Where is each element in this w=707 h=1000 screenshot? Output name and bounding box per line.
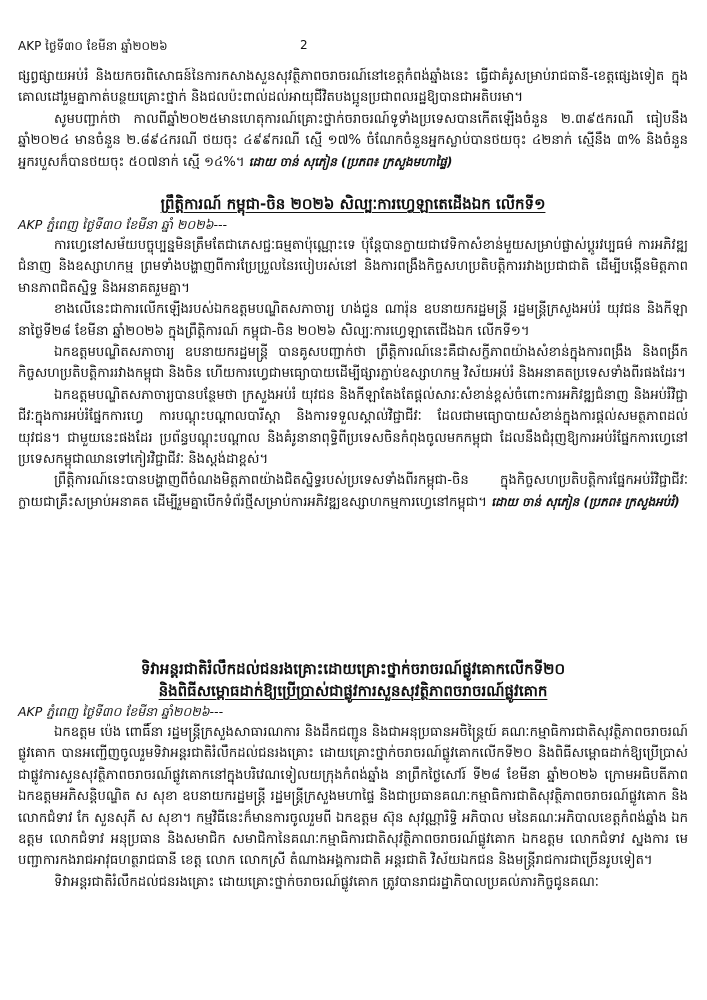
article1-credit: ដោយ ចាន់ សុភៀន (ប្រភព៖ ក្រសួងមហាផ្ទៃ)	[248, 154, 453, 169]
article2-paragraph-4: ឯកឧត្តមបណ្ឌិតសភាចារ្យបានបន្ថែមថា ក្រសួងអប់រំ យុវជន និងកីឡាតែងតែផ្តល់សារៈសំខាន់ខ្ពស់ចំពោះការអភិវឌ្ឍជំនាញ និងអប់រំវិជ្ជាជីវៈក្នុងការអប់រំផ្នែកការហ្វេ ការបណ្តុះបណ្តាលបារីស្តា និងការទទួលស្គាល់វិជ្ជាជីវៈ ដែលជាមធ្យោបាយសំខាន់ក្នុងការផ្តល់សមត្ថភាពដល់យុវជន។ ជាមួយនេះផងដែរ ប្រព័ន្ធបណ្តុះបណ្តាល និងគំរូនានាពុទ្ធិពីប្រទេសចិនកំពុងចូលមកកម្ពុជា ដែលនឹងជំរុញឱ្យការអប់រំផ្នែកការហ្វេនៅប្រទេសកម្ពុជាឈានទៅកៀរវិជ្ជាជីវៈ និងស្តង់ដាខ្ពស់។	[18, 387, 688, 468]
article1-tail	[18, 66, 688, 173]
article1-paragraph-1: ផ្សព្វផ្សាយអប់រំ និងយកចរពិសោធន៍នៃការកសាងសួនសុវត្ថិភាពចរាចរណ៍នៅខេត្តកំពង់ឆ្នាំងនេះ ធ្វើជាគំរូសម្រាប់រាជធានី-ខេត្តផ្សេងទៀត ក្នុងគោលដៅរួមគ្នាកាត់បន្ថយគ្រោះថ្នាក់ និងជលប៉ះពាល់ដល់អាយុជីវិតបងប្អូនប្រជាពលរដ្ឋឱ្យបានជាអតិបរមា។	[18, 69, 688, 106]
article3-paragraph-2: ទិវាអន្តរជាតិរំលឹកដល់ជនរងគ្រោះ ដោយគ្រោះថ្នាក់ចរាចរណ៍ផ្លូវគោក ត្រូវបានរាជរដ្ឋាភិបាលប្រគល់ភារកិច្ចជូនគណៈ	[54, 874, 599, 890]
article2-paragraph-5	[18, 470, 688, 513]
page-number: 2	[300, 38, 308, 52]
article2-credit: ដោយ ចាន់ សុភៀន (ប្រភព៖ ក្រសួងអប់រំ)	[491, 494, 680, 509]
article2-paragraph-1: ការហ្វេនៅសម័យបច្ចុប្បន្នមិនត្រឹមតែជាភេសជ្ជៈធម្មតាប៉ុណ្ណោះទេ ប៉ុន្តែបានក្លាយជាវេទិកាសំខាន់មួយសម្រាប់ផ្លាស់ប្តូរវប្បធម៌ ការអភិវឌ្ឍជំនាញ និងឧស្សាហកម្ម ព្រមទាំងបង្ហាញពីការប្រែប្រួលនៃរបៀបរស់នៅ និងការពង្រឹងកិច្ចសហប្រតិបត្តិការរវាងប្រជាជាតិ ដើម្បីបង្កើនមិត្តភាពមានភាពជិតស្និទ្ធ និងអនាគតរួមគ្នា។	[18, 238, 688, 296]
header-source-date: AKP ថ្ងៃទី៣០ ខែមីនា ឆ្នាំ២០២៦	[18, 39, 168, 53]
article3-title-line-1: ទិវាអន្តរជាតិរំលឹកដល់ជនរងគ្រោះដោយគ្រោះថ្នាក់ចរាចរណ៍ផ្លូវគោកលើកទី២០	[140, 660, 566, 678]
article3-dateline: AKP ភ្នំពេញ ថ្ងៃទី៣០ ខែមីនា ឆ្នាំ២០២៦---	[18, 704, 224, 719]
article3-title-line-2: និងពិធីសម្ពោធដាក់ឱ្យប្រើប្រាស់ជាផ្លូវការសួនសុវត្ថិភាពចរាចរណ៍ផ្លូវគោក	[158, 682, 548, 700]
article2	[18, 193, 688, 513]
article2-paragraph-5-text: ព្រឹត្តិការណ៍នេះបានបង្ហាញពីចំណងមិត្តភាពយ៉ាងជិតស្និទ្ធរបស់ប្រទេសទាំងពីរកម្ពុជា-ចិន ក្នុងកិច្ចសហប្រតិបត្តិការផ្នែកអប់រំវិជ្ជាជីវៈ ក្លាយជាគ្រឹះសម្រាប់អនាគត ដើម្បីរួមគ្នាបើកទំព័រថ្មីសម្រាប់ការអភិវឌ្ឍឧស្សាហកម្មការហ្វេនៅកម្ពុជា។	[18, 473, 688, 510]
page-header	[18, 38, 689, 54]
article1-paragraph-2-text: សូមបញ្ជាក់ថា កាលពីឆ្នាំ២០២៥មានហេតុការណ៍គ្រោះថ្នាក់ចរាចរណ៍ទូទាំងប្រទេសបានកើតឡើងចំនួន ២.៣៩៥ករណី ធៀបនឹងឆ្នាំ២០២៤ មានចំនួន ២.៨៩៤ករណី ថយចុះ ៤៩៩ករណី ស្មើ ១៧% ចំណែកចំនួនអ្នកស្លាប់បានថយចុះ ៤២នាក់ ស្មើនឹង ៣% និងចំនួនអ្នករបួសក៏បានថយចុះ ៥០៧នាក់ ស្មើ ១៤%។	[18, 111, 688, 170]
article3-paragraph-1: ឯកឧត្តម ប៉េង ពោធិ៍នា រដ្ឋមន្ត្រីក្រសួងសាធារណការ និងដឹកជញ្ជូន និងជាអនុប្រធានអចិន្ត្រៃយ៍ គណៈកម្មាធិការជាតិសុវត្ថិភាពចរាចរណ៍ផ្លូវគោក បានអញ្ជើញចូលរួមទិវាអន្តរជាតិរំលឹកដល់ជនរងគ្រោះ ដោយគ្រោះថ្នាក់ចរាចរណ៍ផ្លូវគោកលើកទី២០ និងពិធីសម្ពោធដាក់ឱ្យប្រើប្រាស់ជាផ្លូវការសួនសុវត្ថិភាពចរាចរណ៍ផ្លូវគោកនៅក្នុងបរិវេណទៀលយក្រុងកំពង់ឆ្នាំង នាព្រឹកថ្ងៃសៅរ៍ ទី២៨ ខែមីនា ឆ្នាំ២០២៦ ក្រោមអធិបតីភាព ឯកឧត្តមអភិសន្តិបណ្ឌិត ស សុខា ឧបនាយករដ្ឋមន្ត្រី រដ្ឋមន្ត្រីក្រសួងមហាផ្ទៃ និងជាប្រធានគណៈកម្មាធិការជាតិសុវត្ថិភាពចរាចរណ៍ផ្លូវគោក និងលោកជំទាវ កែ សួនសុភី ស សុខា។ កម្មវិធីនេះក៏មានការចូលរួមពី ឯកឧត្តម ស៊ុន សុវណ្ណារិទ្ធិ អភិបាល មនៃគណៈអភិបាលខេត្តកំពង់ឆ្នាំង ឯកឧត្តម លោកជំទាវ អនុប្រធាន និងសមាជិក សមាជិកានៃគណៈកម្មាធិការជាតិសុវត្ថិភាពចរាចរណ៍ផ្លូវគោក ឯកឧត្តម លោកជំទាវ ស្នងការ មេបញ្ជាការកងរាជអាវុធហត្ថរាជធានី ខេត្ត លោក លោកស្រី តំណាងអង្គការជាតិ អន្តរជាតិ វិស័យឯកជន និងមន្ត្រីរាជការជាច្រើនរូបទៀត។	[18, 725, 688, 869]
article1-paragraph-2	[18, 109, 688, 173]
article2-paragraph-2: ខាងលើនេះជាការលើកឡើងរបស់ឯកឧត្តមបណ្ឌិតសភាចារ្យ ហង់ជួន ណារ៉ុន ឧបនាយករដ្ឋមន្ត្រី រដ្ឋមន្ត្រីក្រសួងអប់រំ យុវជន និងកីឡា នាថ្ងៃទី២៨ ខែមីនា ឆ្នាំ២០២៦ ក្នុងព្រឹត្តិការណ៍ កម្ពុជា-ចិន ២០២៦ សិល្បៈការហ្វេឡាតេជើងឯក លើកទី១។	[18, 302, 688, 339]
article2-title: ព្រឹត្តិការណ៍ កម្ពុជា-ចិន ២០២៦ សិល្បៈការហ្វេឡាតេដើងឯក លើកទី១	[160, 195, 546, 213]
article2-paragraph-3: ឯកឧត្តមបណ្ឌិតសភាចារ្យ ឧបនាយករដ្ឋមន្ត្រី បានគូសបញ្ជាក់ថា ព្រឹត្តិការណ៍នេះគឺជាសក្ខីភាពយ៉ាងសំខាន់ក្នុងការពង្រឹង និងពង្រីកកិច្ចសហប្រតិបត្តិការរវាងកម្ពុជា និងចិន ហើយការហ្វេជាមធ្យោបាយដើម្បីផ្សារភ្ជាប់ឧស្សាហកម្ម វិស័យអប់រំ និងអនាគតប្រទេសទាំងពីរផងដែរ។	[18, 345, 688, 382]
article3	[18, 658, 688, 893]
article2-dateline: AKP ភ្នំពេញ ថ្ងៃទី៣០ ខែមីនា ឆ្នាំ ២០២៦---	[18, 217, 228, 232]
